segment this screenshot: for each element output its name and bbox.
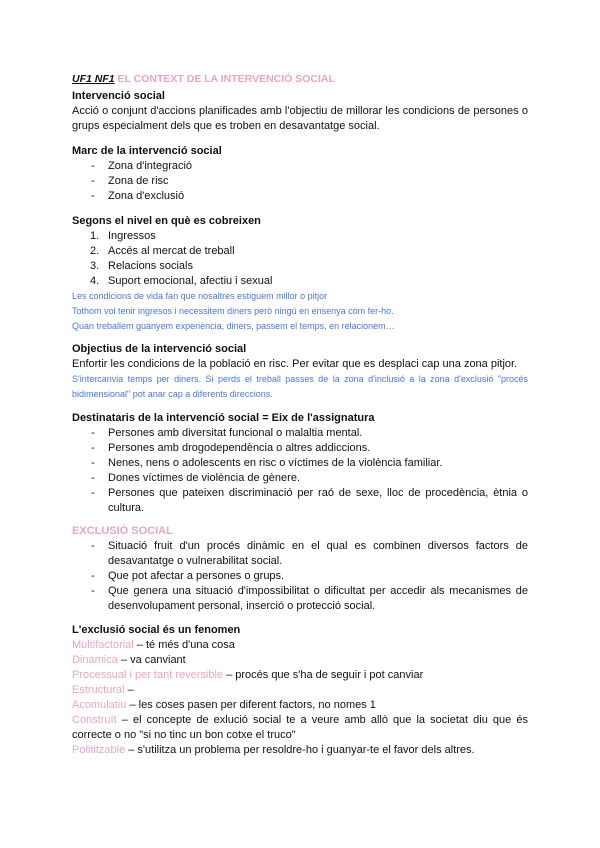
list-text: Ingressos <box>108 230 156 242</box>
list-number: 1. <box>90 230 100 242</box>
list-item: - Zona de risc <box>72 174 528 189</box>
phenomenon-term: Multifactorial <box>72 639 134 651</box>
phenomenon-item <box>72 683 528 698</box>
annotation-note: Tothom vol tenir ingresos i necessitem diners però ningú en ensenya com fer-ho. <box>72 306 394 316</box>
phenomenon-term: Polititzable <box>72 744 126 756</box>
list-item: - Persones amb drogodependència o altres addiccions. <box>72 441 528 456</box>
list-item <box>72 229 528 244</box>
section-objectius <box>72 342 528 402</box>
document-title <box>72 72 528 87</box>
section-paragraph: Acció o conjunt d'accions planificades amb l'objectiu de millorar les condicions de persones o grups especialment dels que es troben en desavantatge social. <box>72 105 528 132</box>
list-number: 3. <box>90 260 100 272</box>
section-heading: Segons el nivel en què es cobreixen <box>72 215 261 227</box>
annotation-note: Les condicions de vida fan que nosaltres estiguem millor o pitjor <box>72 291 328 301</box>
list-item: - Que pot afectar a persones o grups. <box>72 569 528 584</box>
list-item: - Dones víctimes de violència de gènere. <box>72 471 528 486</box>
phenomenon-item <box>72 743 528 758</box>
phenomenon-item <box>72 653 528 668</box>
numbered-list <box>72 229 528 289</box>
title-unit-code: UF1 NF1 <box>72 73 115 85</box>
list-text: Accés al mercat de treball <box>108 245 235 257</box>
section-exclusio-social <box>72 524 528 614</box>
list-item: - Persones que pateixen discriminació per raó de sexe, lloc de procedència, ètnia o cultura. <box>72 486 528 516</box>
section-heading: L'exclusió social és un fenomen <box>72 624 241 636</box>
phenomenon-desc: – el concepte de exlució social te a veure amb allò que la societat diu que és correcte o no "si no tinc un bon cotxe el truco" <box>72 714 528 741</box>
section-heading: Intervenció social <box>72 90 165 102</box>
list-item: - Situació fruit d'un procés dinàmic en el qual es combinen diversos factors de desavantatge o vulnerabilitat social. <box>72 539 528 569</box>
phenomenon-term: Processual i per tant reversible <box>72 669 224 681</box>
list-item: - Persones amb diversitat funcional o malaltia mental. <box>72 426 528 441</box>
phenomenon-desc: – s'utilitza un problema per resoldre-ho i guanyar-te el favor dels altres. <box>125 744 475 756</box>
list-number: 4. <box>90 275 100 287</box>
list-number: 2. <box>90 245 100 257</box>
list-item <box>72 244 528 259</box>
section-fenomen <box>72 623 528 758</box>
phenomenon-item <box>72 713 528 743</box>
list-item: - Nenes, nens o adolescents en risc o víctimes de la violència familiar. <box>72 456 528 471</box>
document-content <box>72 72 528 758</box>
list-item <box>72 274 528 289</box>
phenomenon-term: Estructural <box>72 684 125 696</box>
section-nivell <box>72 214 528 334</box>
section-paragraph: Enfortir les condicions de la població en risc. Per evitar que es desplaci cap una zona pitjor. <box>72 358 518 370</box>
section-intervencio-social <box>72 89 528 134</box>
annotation-note: S'intercanvia temps per diners. Si perds el treball passes de la zona d'inclusió a la zona d'exclusió "procés bidimensional" pot anar cap a diferents direccions. <box>72 374 528 399</box>
phenomenon-desc: – va canviant <box>117 654 186 666</box>
phenomenon-desc: – <box>124 684 134 696</box>
list-item: - Zona d'integració <box>72 159 528 174</box>
section-destinataris <box>72 411 528 516</box>
section-marc <box>72 144 528 204</box>
list-item <box>72 259 528 274</box>
section-heading: EXCLUSIÓ SOCIAL <box>72 525 173 537</box>
phenomenon-desc: – té més d'una cosa <box>133 639 235 651</box>
dash-list <box>72 159 528 204</box>
phenomenon-term: Dinamica <box>72 654 118 666</box>
phenomenon-desc: – les coses pasen per diferent factors, no nomes 1 <box>126 699 376 711</box>
phenomenon-item <box>72 668 528 683</box>
phenomenon-term: Construït <box>72 714 117 726</box>
list-item: - Zona d'exclusió <box>72 189 528 204</box>
dash-list <box>72 426 528 516</box>
phenomenon-desc: – procés que s'ha de seguir i pot canviar <box>223 669 424 681</box>
phenomenon-term: Acomulatiu <box>72 699 127 711</box>
list-text: Suport emocional, afectiu i sexual <box>108 275 273 287</box>
section-heading: Destinataris de la intervenció social = Eix de l'assignatura <box>72 412 375 424</box>
phenomenon-item <box>72 638 528 653</box>
title-text: EL CONTEXT DE LA INTERVENCIÓ SOCIAL <box>114 73 335 85</box>
dash-list <box>72 539 528 614</box>
section-heading: Marc de la intervenció social <box>72 145 222 157</box>
list-item: - Que genera una situació d'impossibilitat o dificultat per accedir als mecanismes de desenvolupament personal, inserció o protecció social. <box>72 584 528 614</box>
phenomenon-item <box>72 698 528 713</box>
list-text: Relacions socials <box>108 260 193 272</box>
section-heading: Objectius de la intervenció social <box>72 343 247 355</box>
annotation-note: Quan treballem guanyem experiència, diners, passem el temps, en relacionem… <box>72 321 395 331</box>
